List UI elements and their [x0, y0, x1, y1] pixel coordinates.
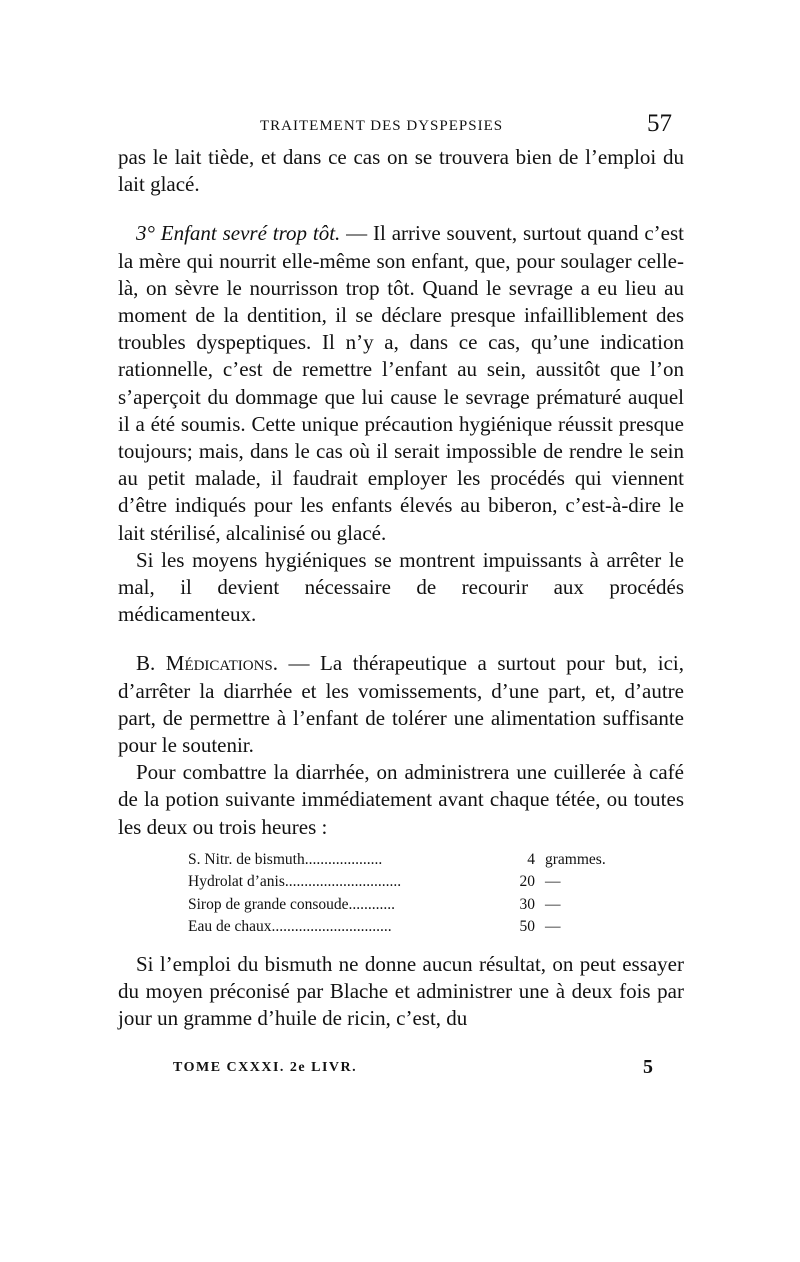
page-number: 57 — [647, 110, 672, 137]
paragraph-3: Si les moyens hygiéniques se montrent impuissants à arrêter le mal, il devient nécessaire de recourir aux procédés médicamenteux. — [118, 547, 684, 627]
formula-unit: — — [545, 873, 561, 891]
paragraph-4 — [118, 650, 684, 759]
volume-signature: TOME CXXXI. 2e LIVR. — [173, 1060, 358, 1075]
formula-quantity: 50 — [519, 918, 535, 936]
prescription-formula — [188, 849, 684, 939]
formula-quantity: 20 — [519, 873, 535, 891]
formula-unit: grammes. — [545, 850, 606, 868]
section-heading: B. Médications. — [136, 651, 279, 676]
gathering-signature: 5 — [643, 1056, 653, 1078]
paragraph-4-text: — La thérapeutique a surtout pour but, ici, d’arrêter la diarrhée et les vomissements, d’une part, et, d’autre part, de permettre à l’enfant de tolérer une alimentation suffisante pour le soutenir. — [118, 651, 685, 758]
paragraph-2-text: — Il arrive souvent, surtout quand c’est la mère qui nourrit elle-même son enfant, que, pour soulager celle-là, on sèvre le nourrisson trop tôt. Quand le sevrage a eu lieu au moment de la dentition, il se déclare presque infailliblement des troubles dyspeptiques. Il n’y a, dans ce cas, qu’une indication rationnelle, c’est de remettre l’enfant au sein, aussitôt que l’on s’aperçoit du dommage que lui cause le sevrage prématuré auquel il a été soumis. Cette unique précaution hygiénique réussit presque toujours; mais, dans le cas où il serait impossible de rendre le sein au petit malade, il faudrait employer les procédés qui viennent d’être indiqués pour les enfants élevés au biberon, c’est-à-dire le lait stérilisé, alcalinisé ou glacé. — [118, 221, 684, 545]
formula-row — [188, 849, 684, 872]
formula-row — [188, 871, 684, 894]
paragraph-5: Pour combattre la diarrhée, on administrera une cuillerée à café de la potion suivante immédiatement avant chaque tétée, ou toutes les deux ou trois heures : — [118, 760, 684, 839]
formula-row — [188, 894, 684, 917]
paragraph-1: pas le lait tiède, et dans ce cas on se trouvera bien de l’emploi du lait glacé. — [118, 145, 684, 197]
formula-ingredient: Hydrolat d’anis.............................. — [188, 873, 402, 891]
paragraph-2 — [118, 220, 684, 546]
page-footer — [173, 1056, 653, 1082]
running-head — [118, 112, 684, 144]
formula-unit: — — [545, 895, 561, 913]
formula-quantity: 4 — [527, 850, 535, 868]
formula-quantity: 30 — [519, 895, 535, 913]
formula-ingredient: Eau de chaux............................... — [188, 918, 392, 936]
formula-ingredient: Sirop de grande consoude............ — [188, 895, 396, 913]
formula-ingredient: S. Nitr. de bismuth.................... — [188, 850, 383, 868]
paragraph-2-lead: 3° Enfant sevré trop tôt. — [136, 221, 341, 246]
formula-unit: — — [545, 918, 561, 936]
running-head-title: TRAITEMENT DES DYSPEPSIES — [260, 118, 504, 134]
page-content — [118, 112, 684, 1032]
formula-row — [188, 916, 684, 939]
paragraph-6: Si l’emploi du bismuth ne donne aucun résultat, on peut essayer du moyen préconisé par Blache et administrer une à deux fois par jour un gramme d’huile de ricin, c’est, du — [118, 951, 684, 1031]
